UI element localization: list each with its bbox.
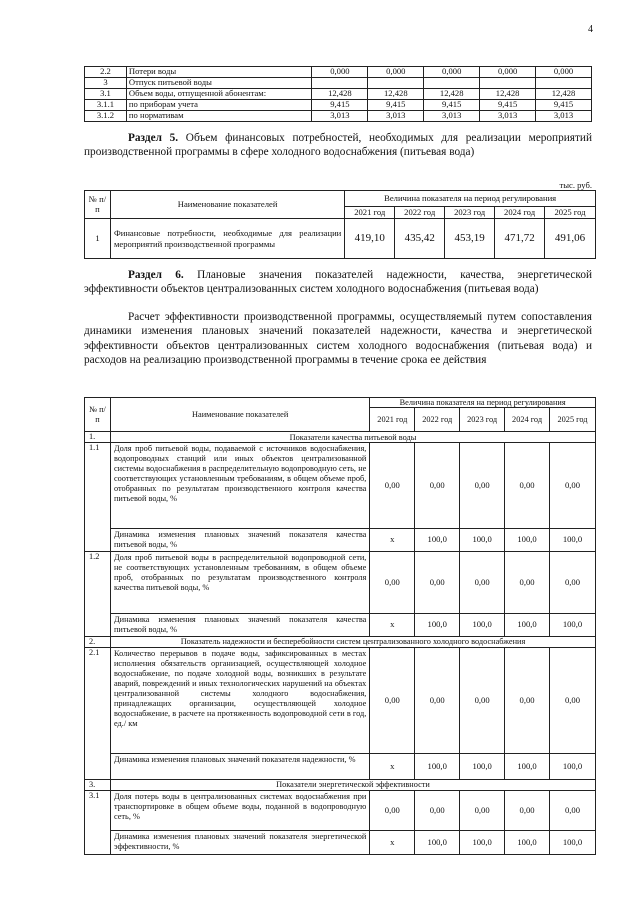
indicator-value: 0,00 [415,791,460,831]
row-number: 1 [85,219,111,259]
dynamics-name: Динамика изменения плановых значений показателя надежности, % [110,754,369,780]
indicator-number: 1.2 [85,552,111,637]
water-balance-row [85,67,592,78]
row-value [368,78,424,89]
indicator-value: 0,00 [550,791,596,831]
row-value: 12,428 [480,89,536,100]
indicator-value: 0,00 [550,648,596,754]
row-name: по нормативам [126,111,312,122]
section-number: 1. [85,432,111,443]
indicator-value: 0,00 [370,552,415,614]
dynamics-value: x [370,831,415,855]
row-value: 12,428 [368,89,424,100]
dynamics-value: 100,0 [550,831,596,855]
indicator-value: 0,00 [460,648,505,754]
row-number: 2.2 [85,67,127,78]
section-row [85,780,596,791]
section-number: 2. [85,637,111,648]
efficiency-paragraph-text: Расчет эффективности производственной программы, осуществляемый путем сопоставления динамики изменения плановых значений показателей надежности, качества и энергетической эффективности объектов централизованных систем холодного водоснабжения (питьевая вода) и расходов на реализацию производственной программы в течение срока ее действия [84,311,592,366]
section-row [85,637,596,648]
dynamics-row [85,754,596,780]
dynamics-value: 100,0 [550,754,596,780]
section5-text: Объем финансовых потребностей, необходимых для реализации мероприятий производственной программы в сфере холодного водоснабжения (питьевая вода) [84,132,593,158]
dynamics-value: 100,0 [460,614,505,637]
indicator-value: 0,00 [415,648,460,754]
indicator-value: 0,00 [550,552,596,614]
row-value: 12,428 [536,89,592,100]
water-balance-row [85,78,592,89]
dynamics-value: 100,0 [550,529,596,552]
year-header: 2024 год [495,207,545,219]
section-number: 3. [85,780,111,791]
dynamics-name: Динамика изменения плановых значений показателя качества питьевой воды, % [110,614,369,637]
row-value: 9,415 [536,100,592,111]
section-title: Показатель надежности и бесперебойности систем централизованного холодного водоснабжения [110,637,595,648]
row-value: 9,415 [480,100,536,111]
row-value [424,78,480,89]
row-name: Объем воды, отпущенной абонентам: [126,89,312,100]
unit-label: тыс. руб. [559,180,592,190]
section-title: Показатели качества питьевой воды [110,432,595,443]
efficiency-paragraph [84,310,592,367]
indicator-value: 0,00 [550,443,596,529]
row-number: 3.1.1 [85,100,127,111]
indicator-value: 0,00 [460,443,505,529]
year-header: 2022 год [415,408,460,432]
row-value [536,78,592,89]
indicator-value: 0,00 [415,443,460,529]
indicator-value: 0,00 [505,648,550,754]
year-header: 2025 год [550,408,596,432]
indicator-value: 0,00 [460,791,505,831]
financial-needs-table [84,190,596,259]
indicator-name: Доля потерь воды в централизованных системах водоснабжения при транспортировке в общем объеме воды, поданной в водопроводную сеть, % [110,791,369,831]
dynamics-value: 100,0 [460,754,505,780]
section6-text: Плановые значения показателей надежности, качества, энергетической эффективности объектов централизованных систем холодного водоснабжения (питьевая вода) [84,269,593,295]
dynamics-value: x [370,754,415,780]
water-balance-row [85,100,592,111]
year-header: 2021 год [370,408,415,432]
row-value: 12,428 [312,89,368,100]
indicator-number: 2.1 [85,648,111,780]
row-value: 0,000 [424,67,480,78]
indicator-value: 0,00 [415,552,460,614]
row-value [480,78,536,89]
dynamics-row [85,831,596,855]
row-value: 3,013 [312,111,368,122]
water-balance-row [85,89,592,100]
row-number: 3 [85,78,127,89]
indicator-name: Количество перерывов в подаче воды, зафиксированных в местах исполнения обязательств организацией, осуществляющей холодное водоснабжение, по подаче холодной воды, возникших в результате аварий, повреждений и иных технологических нарушений на объектах централизованной системы холодного водоснабжения, принадлежащих организации, осуществляющей холодное водоснабжение, в расчете на протяженность водопроводной сети в год, ед./ км [110,648,369,754]
row-value: 9,415 [424,100,480,111]
indicator-value: 0,00 [370,648,415,754]
financial-value: 435,42 [395,219,445,259]
dynamics-value: 100,0 [415,529,460,552]
dynamics-value: 100,0 [505,529,550,552]
year-header: 2022 год [395,207,445,219]
page-number: 4 [588,24,593,35]
dynamics-value: 100,0 [460,831,505,855]
indicator-number: 1.1 [85,443,111,552]
year-header: 2023 год [460,408,505,432]
dynamics-value: 100,0 [415,831,460,855]
main-col-period: Величина показателя на период регулирования [370,398,596,408]
indicator-value: 0,00 [370,443,415,529]
row-name: по приборам учета [126,100,312,111]
dynamics-value: 100,0 [505,831,550,855]
dynamics-value: 100,0 [505,614,550,637]
row-value [312,78,368,89]
row-value: 0,000 [368,67,424,78]
year-header: 2021 год [345,207,395,219]
indicator-value: 0,00 [370,791,415,831]
indicator-number: 3.1 [85,791,111,855]
row-value: 3,013 [424,111,480,122]
financial-value: 491,06 [545,219,596,259]
indicator-value: 0,00 [460,552,505,614]
row-value: 9,415 [368,100,424,111]
dynamics-value: 100,0 [415,754,460,780]
dynamics-value: 100,0 [460,529,505,552]
main-col-name: Наименование показателей [110,398,369,432]
row-value: 0,000 [536,67,592,78]
indicator-value: 0,00 [505,443,550,529]
section-title: Показатели энергетической эффективности [110,780,595,791]
row-number: 3.1.2 [85,111,127,122]
section5-heading [84,131,592,159]
section5-label: Раздел 5. [128,132,179,144]
row-name: Потери воды [126,67,312,78]
year-header: 2023 год [445,207,495,219]
dynamics-value: x [370,529,415,552]
water-balance-table [84,66,592,122]
row-value: 0,000 [480,67,536,78]
row-value: 0,000 [312,67,368,78]
financial-value: 453,19 [445,219,495,259]
water-balance-row [85,111,592,122]
indicator-value: 0,00 [505,791,550,831]
dynamics-value: 100,0 [550,614,596,637]
financial-value: 471,72 [495,219,545,259]
indicator-row [85,648,596,754]
row-name: Финансовые потребности, необходимые для реализации мероприятий производственной программы [110,219,344,259]
main-col-no: № п/п [85,398,111,432]
row-value: 3,013 [368,111,424,122]
indicators-table [84,397,596,855]
row-value: 12,428 [424,89,480,100]
row-value: 9,415 [312,100,368,111]
dynamics-name: Динамика изменения плановых значений показателя энергетической эффективности, % [110,831,369,855]
dynamics-value: 100,0 [505,754,550,780]
section6-heading [84,268,592,296]
dynamics-value: 100,0 [415,614,460,637]
year-header: 2024 год [505,408,550,432]
fin-col-name: Наименование показателей [110,191,344,219]
indicator-name: Доля проб питьевой воды, подаваемой с источников водоснабжения, водопроводных станций или иных объектов централизованной системы водоснабжения в распределительную водопроводную сеть, не соответствующих установленным требованиям, в общем объеме проб, отобранных по результатам производственного контроля качества питьевой воды, % [110,443,369,529]
dynamics-row [85,529,596,552]
indicator-row [85,791,596,831]
fin-col-period: Величина показателя на период регулирования [345,191,596,207]
indicator-name: Доля проб питьевой воды в распределительной водопроводной сети, не соответствующих установленным требованиям, в общем объеме проб, отобранных по результатам производственного контроля качества питьевой воды, % [110,552,369,614]
year-header: 2025 год [545,207,596,219]
section6-label: Раздел 6. [128,269,184,281]
dynamics-value: x [370,614,415,637]
dynamics-name: Динамика изменения плановых значений показателя качества питьевой воды, % [110,529,369,552]
dynamics-row [85,614,596,637]
row-value: 3,013 [480,111,536,122]
fin-col-no: № п/п [85,191,111,219]
section-row [85,432,596,443]
indicator-row [85,443,596,529]
financial-value: 419,10 [345,219,395,259]
row-value: 3,013 [536,111,592,122]
indicator-row [85,552,596,614]
indicator-value: 0,00 [505,552,550,614]
row-name: Отпуск питьевой воды [126,78,312,89]
row-number: 3.1 [85,89,127,100]
